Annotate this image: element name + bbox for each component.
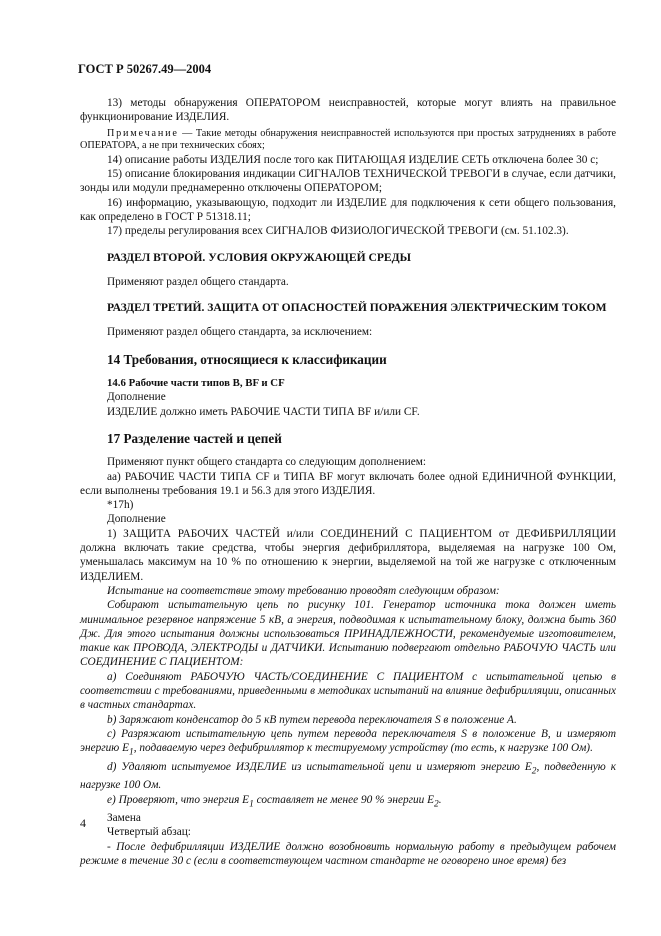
section-three-title: РАЗДЕЛ ТРЕТИЙ. ЗАЩИТА ОТ ОПАСНОСТЕЙ ПОРАЖЕНИЯ ЭЛЕКТРИЧЕСКИМ ТОКОМ — [107, 301, 607, 315]
step-d-part1: d) Удаляют испытуемое ИЗДЕЛИЕ из испытательной цепи и измеряют энергию E — [107, 760, 532, 773]
section-three-text: Применяют раздел общего стандарта, за исключением: — [107, 326, 373, 339]
step-e-sub2: 2 — [434, 798, 439, 809]
test-step-d — [80, 760, 616, 793]
test-step-a: а) Соединяют РАБОЧУЮ ЧАСТЬ/СОЕДИНЕНИЕ С ПАЦИЕНТОМ с испытательной цепью в соответствии с требованиями, приведенными в методиках испытаний на влияние дефибрилляции, описанных в частных стандартах. — [80, 670, 616, 712]
step-d-sub: 2 — [531, 765, 537, 776]
clause-17-p1: 1) ЗАЩИТА РАБОЧИХ ЧАСТЕЙ и/или СОЕДИНЕНИЙ С ПАЦИЕНТОМ от ДЕФИБРИЛЛЯЦИИ должна включать такие средства, чтобы энергия дефибриллятора, выделяемая на нагрузке 100 Ом, уменьшалась максимум на 10 % по отношению к энергии, выделяемой на той же нагрузке с отключенным ИЗДЕЛИЕМ. — [80, 527, 616, 583]
step-d-part2: , подведенную к нагрузке 100 Ом. — [80, 760, 617, 792]
document-header: ГОСТ Р 50267.49—2004 — [78, 62, 212, 76]
list-item-17: 17) пределы регулирования всех СИГНАЛОВ ФИЗИОЛОГИЧЕСКОЙ ТРЕВОГИ (см. 51.102.3). — [107, 225, 569, 238]
clause-14-addition: Дополнение — [107, 391, 166, 404]
clause-14-text: ИЗДЕЛИЕ должно иметь РАБОЧИЕ ЧАСТИ ТИПА BF и/или CF. — [107, 405, 420, 418]
step-e-part3: . — [438, 793, 442, 806]
last-paragraph: - После дефибрилляции ИЗДЕЛИЕ должно возобновить нормальную работу в предыдущем рабочем режиме в течение 30 с (если в соответствующем частном стандарте не оговорено иное время) без — [80, 840, 616, 867]
list-item-15: 15) описание блокирования индикации СИГНАЛОВ ТЕХНИЧЕСКОЙ ТРЕВОГИ в случае, если датчики, зонды или модули преднамеренно отключены ОПЕРАТОРОМ; — [80, 168, 616, 195]
page-number: 4 — [80, 816, 86, 830]
clause-14-6-title: 14.6 Рабочие части типов В, BF и CF — [107, 377, 285, 390]
fourth-paragraph-label: Четвертый абзац: — [107, 826, 191, 839]
clause-17-intro: Применяют пункт общего стандарта со следующим дополнением: — [107, 456, 426, 469]
test-step-e — [80, 793, 616, 812]
test-intro: Испытание на соответствие этому требованию проводят следующим образом: — [107, 584, 500, 597]
step-e-part2: составляет не менее 90 % энергии E — [253, 793, 435, 806]
note — [80, 128, 616, 153]
list-item-16: 16) информацию, указывающую, подходит ли ИЗДЕЛИЕ для подключения к сети общего пользования, как определено в ГОСТ Р 51318.11; — [80, 196, 616, 223]
replacement-label: Замена — [107, 812, 141, 825]
step-e-sub1: 1 — [249, 798, 254, 809]
step-c-sub: 1 — [129, 747, 134, 758]
clause-17-addition: Дополнение — [107, 513, 166, 526]
list-item-14: 14) описание работы ИЗДЕЛИЯ после того как ПИТАЮЩАЯ ИЗДЕЛИЕ СЕТЬ отключена более 30 с; — [107, 153, 599, 166]
section-two-text: Применяют раздел общего стандарта. — [107, 275, 289, 288]
section-two-title: РАЗДЕЛ ВТОРОЙ. УСЛОВИЯ ОКРУЖАЮЩЕЙ СРЕДЫ — [107, 250, 412, 264]
step-e-part1: е) Проверяют, что энергия E — [107, 793, 250, 806]
note-text: — Такие методы обнаружения неисправностей используются при простых затруднениях в работе ОПЕРАТОРА, а не при технических сбоях; — [80, 127, 616, 152]
test-step-b: b) Заряжают конденсатор до 5 кВ путем перевода переключателя S в положение А. — [107, 713, 517, 726]
note-label: Примечание — [107, 127, 179, 139]
step-c-part1: с) Разряжают испытательную цепь путем перевода переключателя S в положение В, и измеряют энергию E — [80, 727, 616, 755]
step-c-part2: , подаваемую через дефибриллятор к тестируемому устройству (то есть, к нагрузке 100 Ом). — [133, 742, 593, 755]
test-setup: Собирают испытательную цепь по рисунку 101. Генератор источника тока должен иметь минимальное резервное напряжение 5 кВ, а энергия, подводимая к испытательному блоку, должна быть 360 Дж. Для этого испытания должны использоваться ПРИНАДЛЕЖНОСТИ, рекомендуемые изготовителем, такие как ПРОВОДА, ЭЛЕКТРОДЫ и ДАТЧИКИ. Испытанию подвергают отдельно РАБОЧУЮ ЧАСТЬ или СОЕДИНЕНИЕ С ПАЦИЕНТОМ: — [80, 599, 616, 669]
document-body — [80, 96, 616, 868]
clause-14-title: 14 Требования, относящиеся к классификации — [107, 351, 387, 367]
test-step-c — [80, 727, 616, 760]
list-item-13: 13) методы обнаружения ОПЕРАТОРОМ неисправностей, которые могут влиять на правильное функционирование ИЗДЕЛИЯ. — [80, 97, 616, 124]
clause-17-aa: аа) РАБОЧИЕ ЧАСТИ ТИПА CF и ТИПА BF могут включать более одной ЕДИНИЧНОЙ ФУНКЦИИ, если выполнены требования 19.1 и 56.3 для этого ИЗДЕЛИЯ. — [80, 470, 616, 497]
clause-17h-label: *17h) — [107, 499, 134, 512]
clause-17-title: 17 Разделение частей и цепей — [107, 430, 282, 446]
